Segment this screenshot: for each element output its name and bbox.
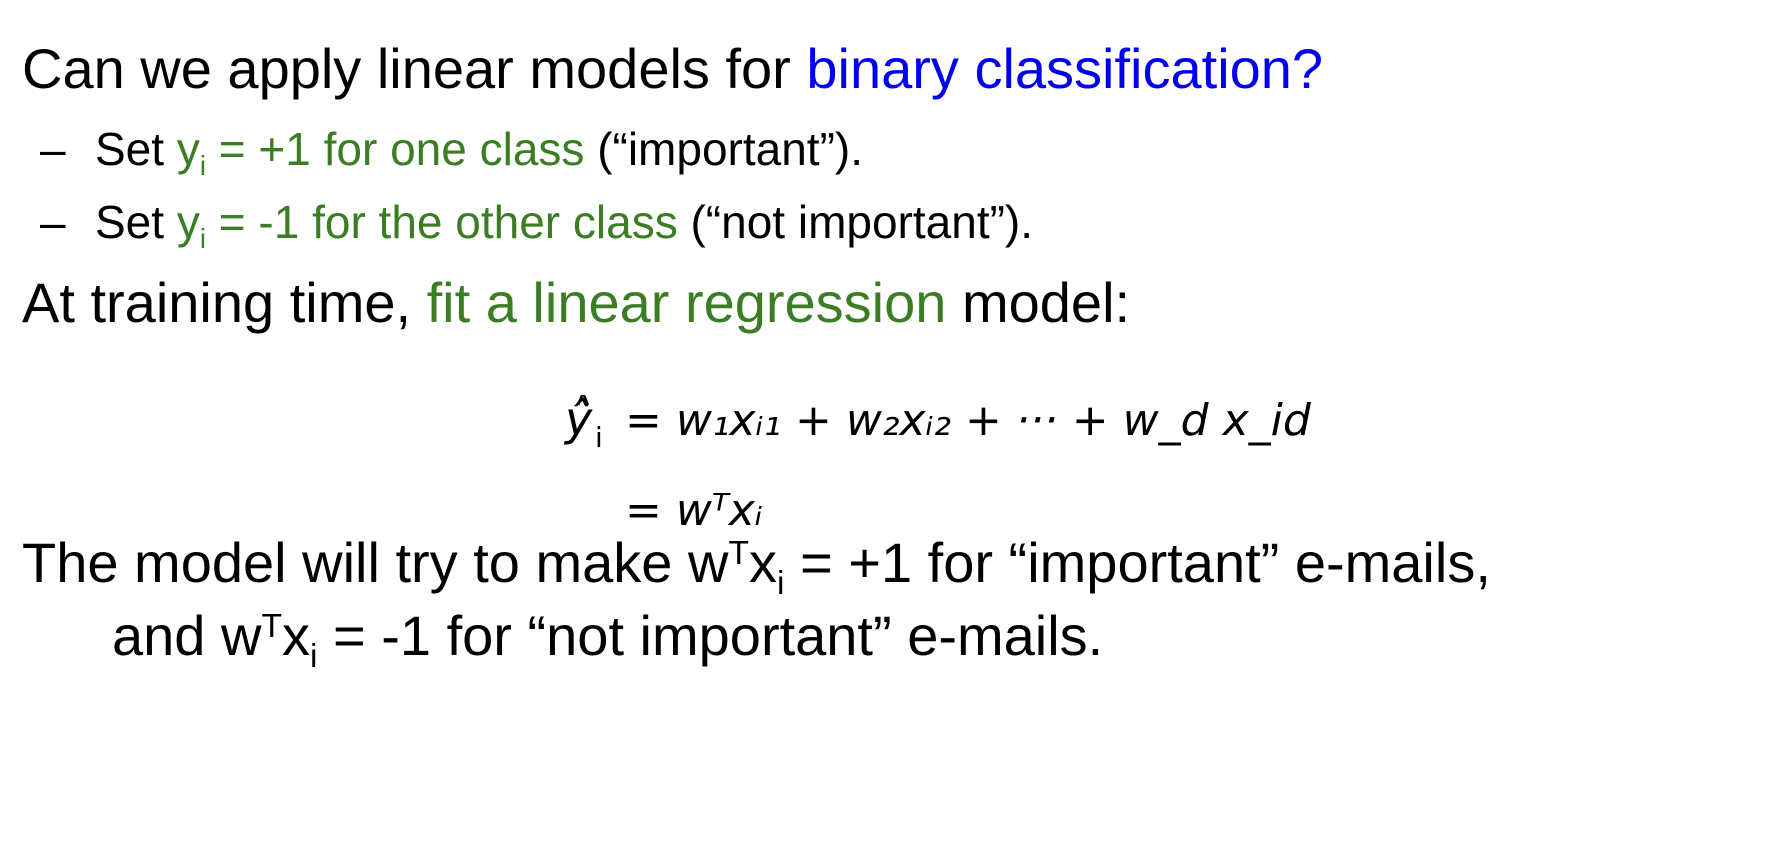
bullet-var-subscript: i bbox=[199, 222, 206, 254]
conclusion-text-c: = +1 for “important” e-mails, bbox=[784, 531, 1491, 594]
conclusion-var-subscript: i bbox=[309, 637, 318, 675]
bullet-var: y bbox=[176, 123, 200, 175]
conclusion-line-1 bbox=[22, 530, 1491, 602]
bullet-prefix: Set bbox=[95, 196, 177, 248]
heading-text: Can we apply linear models for bbox=[22, 37, 807, 100]
bullet-not-important-class bbox=[40, 195, 1034, 254]
bullet-var: y bbox=[176, 196, 200, 248]
bullet-dash: – bbox=[40, 123, 66, 175]
equation-row1-rhs: = w₁xᵢ₁ + w₂xᵢ₂ + ··· + w_d x_id bbox=[625, 395, 1311, 446]
conclusion-var-x: x bbox=[748, 531, 777, 594]
conclusion-text-a: The model will try to make w bbox=[22, 531, 729, 594]
conclusion-text-c: = -1 for “not important” e-mails. bbox=[317, 604, 1104, 667]
training-line bbox=[22, 270, 1130, 335]
transpose-superscript: T bbox=[261, 607, 282, 645]
bullet-prefix: Set bbox=[95, 123, 177, 175]
bullet-important-class bbox=[40, 122, 864, 181]
equation-lhs: ŷ bbox=[565, 395, 593, 446]
training-prefix: At training time, bbox=[22, 271, 427, 334]
bullet-rule: = -1 for the other class bbox=[205, 196, 678, 248]
bullet-suffix: (“not important”). bbox=[677, 196, 1034, 248]
conclusion-var-subscript: i bbox=[776, 564, 785, 602]
bullet-suffix: (“important”). bbox=[584, 123, 864, 175]
bullet-rule: = +1 for one class bbox=[205, 123, 585, 175]
heading-line-binary-classification bbox=[22, 36, 1323, 101]
equation-lhs-subscript: i bbox=[595, 421, 603, 454]
training-highlight: fit a linear regression bbox=[426, 271, 947, 334]
bullet-dash: – bbox=[40, 196, 66, 248]
heading-highlight: binary classification? bbox=[806, 37, 1324, 100]
training-suffix: model: bbox=[946, 271, 1131, 334]
conclusion-var-x: x bbox=[281, 604, 310, 667]
transpose-superscript: T bbox=[728, 534, 749, 572]
bullet-var-subscript: i bbox=[199, 149, 206, 181]
conclusion-text-a: and w bbox=[112, 604, 262, 667]
conclusion-line-2 bbox=[112, 603, 1104, 675]
equation-row2-rhs: = wᵀxᵢ bbox=[625, 485, 763, 536]
